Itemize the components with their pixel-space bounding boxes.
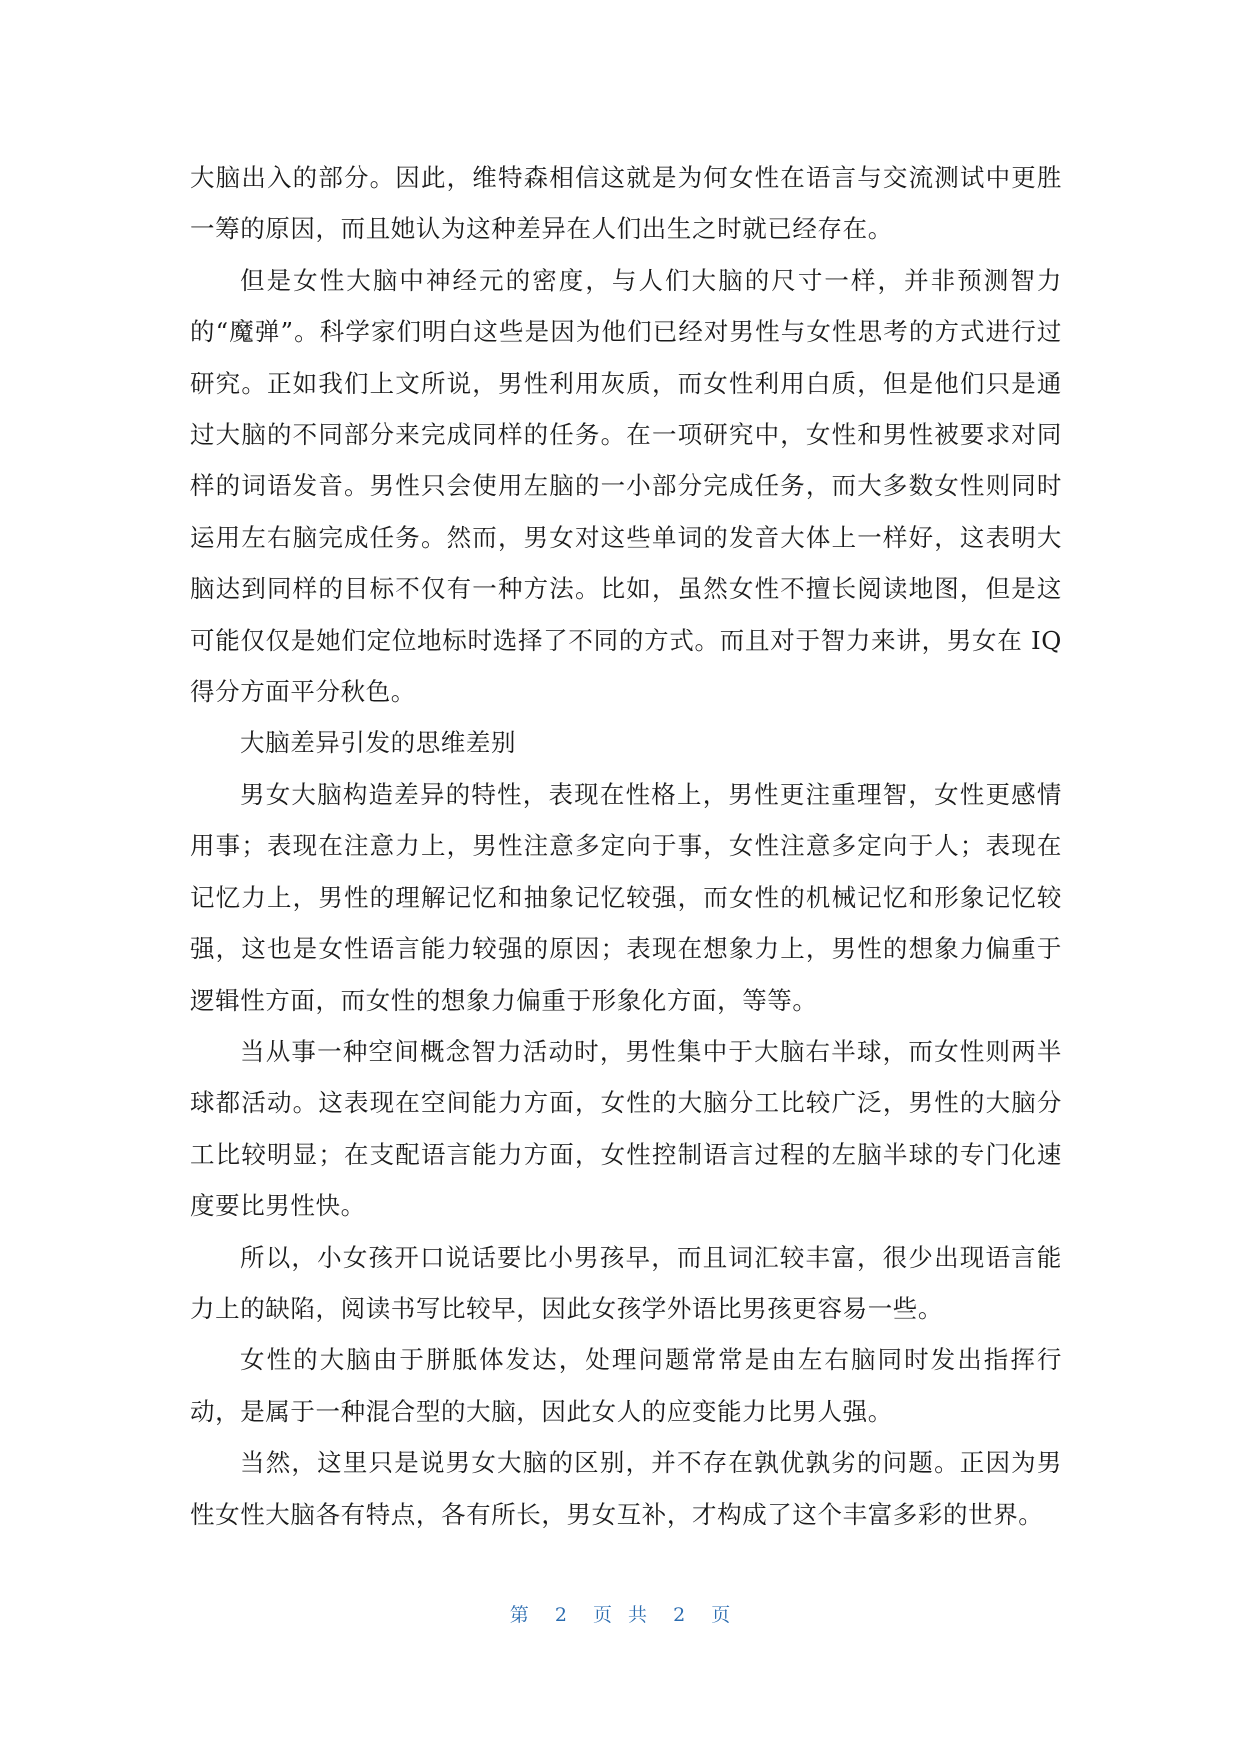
footer-page-number: 2	[554, 1604, 568, 1626]
footer-gong: 共	[628, 1604, 649, 1626]
footer-ye-2: 页	[711, 1604, 732, 1626]
footer-ye: 页	[592, 1604, 613, 1626]
paragraph-corpus-callosum: 女性的大脑由于胼胝体发达，处理问题常常是由左右脑同时发出指挥行动，是属于一种混合型的大脑，因此女人的应变能力比男人强。	[190, 1345, 1062, 1426]
paragraph-continuation: 大脑出入的部分。因此，维特森相信这就是为何女性在语言与交流测试中更胜一筹的原因，而且她认为这种差异在人们出生之时就已经存在。	[190, 163, 1062, 244]
footer-di: 第	[509, 1604, 530, 1626]
document-body	[190, 152, 1062, 1540]
page-footer	[0, 1600, 1241, 1627]
paragraph-neuron-density: 但是女性大脑中神经元的密度，与人们大脑的尺寸一样，并非预测智力的“魔弹”。科学家们明白这些是因为他们已经对男性与女性思考的方式进行过研究。正如我们上文所说，男性利用灰质，而女性利用白质，但是他们只是通过大脑的不同部分来完成同样的任务。在一项研究中，女性和男性被要求对同样的词语发音。男性只会使用左脑的一小部分完成任务，而大多数女性则同时运用左右脑完成任务。然而，男女对这些单词的发音大体上一样好，这表明大脑达到同样的目标不仅有一种方法。比如，虽然女性不擅长阅读地图，但是这可能仅仅是她们定位地标时选择了不同的方式。而且对于智力来讲，男女在 IQ 得分方面平分秋色。	[190, 265, 1062, 707]
footer-total-pages: 2	[673, 1604, 687, 1626]
section-heading: 大脑差异引发的思维差别	[240, 728, 517, 758]
paragraph-language-development: 所以，小女孩开口说话要比小男孩早，而且词汇较丰富，很少出现语言能力上的缺陷，阅读书写比较早，因此女孩学外语比男孩更容易一些。	[190, 1242, 1062, 1323]
paragraph-spatial-ability: 当从事一种空间概念智力活动时，男性集中于大脑右半球，而女性则两半球都活动。这表现在空间能力方面，女性的大脑分工比较广泛，男性的大脑分工比较明显；在支配语言能力方面，女性控制语言过程的左脑半球的专门化速度要比男性快。	[190, 1036, 1062, 1221]
paragraph-structure-differences: 男女大脑构造差异的特性，表现在性格上，男性更注重理智，女性更感情用事；表现在注意力上，男性注意多定向于事，女性注意多定向于人；表现在记忆力上，男性的理解记忆和抽象记忆较强，而女性的机械记忆和形象记忆较强，这也是女性语言能力较强的原因；表现在想象力上，男性的想象力偏重于逻辑性方面，而女性的想象力偏重于形象化方面，等等。	[190, 779, 1062, 1015]
paragraph-conclusion: 当然，这里只是说男女大脑的区别，并不存在孰优孰劣的问题。正因为男性女性大脑各有特点，各有所长，男女互补，才构成了这个丰富多彩的世界。	[190, 1448, 1062, 1529]
